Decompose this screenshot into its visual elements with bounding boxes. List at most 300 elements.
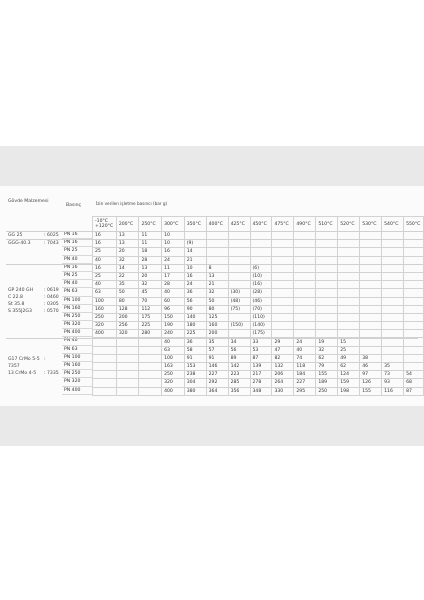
table-cell: 118 (294, 363, 316, 371)
table-cell: (175) (250, 330, 272, 338)
table-cell (116, 346, 139, 354)
pressure-class-cell: PN 160 (62, 305, 92, 313)
table-cell (404, 363, 424, 371)
table-cell (294, 322, 316, 330)
table-cell (316, 305, 338, 313)
table-cell: 19 (316, 338, 338, 346)
table-cell: (46) (250, 297, 272, 305)
table-cell: (110) (250, 313, 272, 321)
table-cell: (70) (250, 305, 272, 313)
table-cell: 13 (206, 272, 228, 280)
table-cell (338, 313, 360, 321)
table-cell: 160 (206, 322, 228, 330)
table-cell: 70 (139, 297, 162, 305)
table-cell (360, 346, 382, 354)
table-cell: 150 (162, 313, 185, 321)
table-cell (206, 248, 228, 256)
table-cell: 356 (228, 387, 250, 395)
table-cell (294, 313, 316, 321)
pressure-class-cell: PN 40 (62, 280, 92, 288)
table-cell: 146 (206, 363, 228, 371)
table-cell (228, 248, 250, 256)
table-cell: 400 (93, 330, 117, 338)
table-cell: 100 (93, 297, 117, 305)
temperature-header-cell: 510°C (316, 217, 338, 232)
table-cell: 24 (294, 338, 316, 346)
table-cell: 80 (206, 305, 228, 313)
table-cell: 13 (139, 264, 162, 272)
table-cell (116, 379, 139, 387)
table-row (93, 379, 424, 387)
table-cell (250, 248, 272, 256)
material-code: : (44, 356, 46, 362)
table-cell: 330 (272, 387, 294, 395)
table-cell: 35 (382, 363, 404, 371)
pressure-class-cell: PN 100 (62, 354, 92, 362)
table-cell: 17 (162, 272, 185, 280)
table-cell: (75) (228, 305, 250, 313)
table-cell: 40 (294, 346, 316, 354)
table-cell: 304 (184, 379, 206, 387)
table-cell: 89 (228, 354, 250, 362)
table-cell (116, 363, 139, 371)
table-cell: 11 (162, 264, 185, 272)
table-cell: 11 (139, 240, 162, 248)
material-name: G17 CrMo 5-5 (8, 356, 40, 362)
table-cell: 16 (93, 240, 117, 248)
table-cell (360, 289, 382, 297)
pressure-class-header: Basınç (66, 203, 82, 208)
table-cell: 198 (338, 387, 360, 395)
temperature-header-cell: 550°C (404, 217, 424, 232)
material-code: : 6025 (44, 232, 59, 238)
table-cell (272, 297, 294, 305)
table-row (93, 305, 424, 313)
table-cell: 320 (162, 379, 185, 387)
table-cell: 112 (139, 305, 162, 313)
table-cell (404, 281, 424, 289)
table-cell: (6) (250, 264, 272, 272)
table-row (93, 371, 424, 379)
material-header: Gövde Malzemesi (8, 199, 49, 204)
material-line (8, 356, 59, 363)
pressure-class-cell: PN 250 (62, 370, 92, 378)
table-cell (93, 387, 117, 395)
table-cell (93, 379, 117, 387)
table-row (93, 346, 424, 354)
group-divider (6, 338, 418, 339)
table-row (93, 387, 424, 395)
table-row (93, 248, 424, 256)
pressure-class-cell: PN 16 (62, 231, 92, 239)
table-cell: 200 (116, 313, 139, 321)
table-cell (316, 289, 338, 297)
temperature-header-cell: -10°C +120°C (93, 217, 117, 232)
material-code: : 0305 (44, 301, 59, 307)
material-line (8, 363, 59, 370)
table-cell: 90 (184, 305, 206, 313)
table-cell: 25 (93, 248, 117, 256)
table-cell: 40 (93, 256, 117, 264)
table-cell (382, 297, 404, 305)
table-cell (316, 272, 338, 280)
table-row (93, 289, 424, 297)
table-cell: 206 (272, 371, 294, 379)
material-code: : 0460 (44, 294, 59, 300)
table-row (93, 281, 424, 289)
table-cell (338, 272, 360, 280)
table-cell (404, 248, 424, 256)
table-cell (272, 240, 294, 248)
table-cell (139, 338, 162, 346)
table-cell: 21 (184, 256, 206, 264)
pressure-class-cell: PN 160 (62, 362, 92, 370)
table-cell: 250 (316, 387, 338, 395)
table-cell: 57 (206, 346, 228, 354)
table-cell (360, 248, 382, 256)
table-cell: 250 (93, 313, 117, 321)
table-cell (382, 272, 404, 280)
table-cell: 189 (316, 379, 338, 387)
table-cell: 63 (93, 289, 117, 297)
material-name: 13 CrMo 4-5 (8, 370, 37, 376)
table-cell: 18 (139, 248, 162, 256)
table-cell: 116 (382, 387, 404, 395)
table-cell: 40 (162, 289, 185, 297)
pressure-class-cell: PN 25 (62, 272, 92, 280)
table-cell: 54 (404, 371, 424, 379)
table-cell: 11 (139, 232, 162, 240)
material-group (8, 287, 59, 315)
table-cell (360, 338, 382, 346)
table-cell: 96 (162, 305, 185, 313)
table-cell (116, 371, 139, 379)
table-row (93, 240, 424, 248)
table-cell: 53 (250, 346, 272, 354)
table-cell: 184 (294, 371, 316, 379)
table-cell (404, 289, 424, 297)
table-cell: 240 (162, 330, 185, 338)
table-cell: 295 (294, 387, 316, 395)
table-cell (316, 248, 338, 256)
material-name: St 35.8 (8, 301, 25, 307)
table-cell (338, 281, 360, 289)
table-cell: 29 (272, 338, 294, 346)
table-cell: 50 (206, 297, 228, 305)
table-cell: 32 (139, 281, 162, 289)
temperature-header-cell: 475°C (272, 217, 294, 232)
table-cell (360, 313, 382, 321)
temperature-header-cell: 540°C (382, 217, 404, 232)
material-code: : 7043 (44, 240, 59, 246)
table-cell (360, 264, 382, 272)
table-cell: 250 (162, 371, 185, 379)
table-row (93, 272, 424, 280)
table-cell (294, 281, 316, 289)
table-cell: 400 (162, 387, 185, 395)
table-cell: 21 (206, 281, 228, 289)
pressure-class-cell: PN 100 (62, 297, 92, 305)
table-cell (93, 371, 117, 379)
table-cell: 8 (206, 264, 228, 272)
table-cell (316, 264, 338, 272)
pressure-class-cell: PN 40 (62, 256, 92, 264)
table-cell: 10 (162, 232, 185, 240)
table-cell (272, 305, 294, 313)
table-cell (404, 322, 424, 330)
material-line (8, 287, 59, 294)
table-cell: 74 (294, 354, 316, 362)
table-cell: 40 (93, 281, 117, 289)
table-cell (93, 354, 117, 362)
table-cell: (28) (250, 289, 272, 297)
table-cell: 73 (382, 371, 404, 379)
table-cell (338, 322, 360, 330)
table-cell (93, 338, 117, 346)
temperature-header-cell: 490°C (294, 217, 316, 232)
table-row (93, 297, 424, 305)
table-cell: 49 (338, 354, 360, 362)
table-cell: 142 (228, 363, 250, 371)
table-cell: (140) (250, 322, 272, 330)
table-cell: 280 (139, 330, 162, 338)
table-cell: 190 (162, 322, 185, 330)
material-name: S 355J2G3 (8, 308, 32, 314)
temperature-header-cell: 350°C (184, 217, 206, 232)
table-cell (116, 387, 139, 395)
table-cell (360, 240, 382, 248)
table-cell (272, 313, 294, 321)
table-cell: 62 (338, 363, 360, 371)
table-cell (316, 297, 338, 305)
table-cell: 227 (294, 379, 316, 387)
table-cell: 36 (184, 289, 206, 297)
table-cell: 22 (116, 272, 139, 280)
table-cell (294, 240, 316, 248)
table-cell: 35 (206, 338, 228, 346)
table-cell: 380 (184, 387, 206, 395)
table-cell (294, 297, 316, 305)
table-cell (382, 305, 404, 313)
table-cell: 13 (116, 240, 139, 248)
table-cell (228, 240, 250, 248)
pressure-class-cell: PN 63 (62, 346, 92, 354)
table-cell (272, 272, 294, 280)
temperature-header-cell: 450°C (250, 217, 272, 232)
table-cell: 227 (206, 371, 228, 379)
table-cell: 68 (404, 379, 424, 387)
pressure-note-header: İzin verilen işletme basıncı (bar g) (96, 201, 168, 206)
table-cell (139, 387, 162, 395)
table-cell (382, 289, 404, 297)
table-cell: 20 (139, 272, 162, 280)
table-cell (316, 240, 338, 248)
table-cell: 348 (250, 387, 272, 395)
table-cell: 15 (338, 338, 360, 346)
table-cell: 10 (184, 264, 206, 272)
table-cell: 91 (184, 354, 206, 362)
table-cell (338, 248, 360, 256)
table-cell: 238 (184, 371, 206, 379)
table-cell (382, 346, 404, 354)
table-cell: 24 (162, 256, 185, 264)
table-cell: 278 (250, 379, 272, 387)
table-cell: 256 (116, 322, 139, 330)
table-cell (338, 297, 360, 305)
material-code: : 7335 (44, 370, 59, 376)
table-cell: (150) (228, 322, 250, 330)
table-cell: 180 (184, 322, 206, 330)
table-row (93, 313, 424, 321)
table-cell: 38 (360, 354, 382, 362)
pressure-class-cell: PN 400 (62, 329, 92, 337)
material-line (8, 301, 59, 308)
table-cell (382, 281, 404, 289)
temperature-header-cell: 530°C (360, 217, 382, 232)
pressure-class-cell: PN 40 (62, 337, 92, 345)
table-cell: (16) (250, 281, 272, 289)
table-cell: (10) (250, 272, 272, 280)
table-cell: 50 (116, 289, 139, 297)
table-cell (382, 354, 404, 362)
table-cell: 16 (93, 264, 117, 272)
table-cell (338, 289, 360, 297)
table-cell: 155 (360, 387, 382, 395)
table-cell (139, 371, 162, 379)
table-cell (272, 322, 294, 330)
pressure-class-column (62, 231, 92, 395)
table-cell: 24 (184, 281, 206, 289)
table-cell: 35 (116, 281, 139, 289)
table-cell (360, 322, 382, 330)
table-cell: 285 (228, 379, 250, 387)
table-cell: 80 (116, 297, 139, 305)
table-cell: 14 (116, 264, 139, 272)
table-cell (382, 313, 404, 321)
group-divider (6, 231, 418, 232)
table-cell: 14 (184, 248, 206, 256)
table-cell (404, 313, 424, 321)
table-row (93, 322, 424, 330)
pressure-class-cell: PN 320 (62, 378, 92, 386)
table-cell: 40 (162, 338, 185, 346)
table-cell (294, 289, 316, 297)
table-cell (338, 264, 360, 272)
table-cell: 97 (360, 371, 382, 379)
table-cell: 163 (162, 363, 185, 371)
table-cell: 132 (272, 363, 294, 371)
table-cell: 20 (116, 248, 139, 256)
table-cell: 320 (93, 322, 117, 330)
table-cell (382, 240, 404, 248)
table-cell: 140 (184, 313, 206, 321)
pressure-class-cell: PN 320 (62, 321, 92, 329)
pressure-class-cell: PN 25 (62, 247, 92, 255)
table-cell: 93 (382, 379, 404, 387)
table-cell: 91 (206, 354, 228, 362)
table-cell (272, 248, 294, 256)
table-cell: 155 (316, 371, 338, 379)
table-cell: 10 (162, 240, 185, 248)
table-cell: 25 (93, 272, 117, 280)
table-cell: 32 (206, 289, 228, 297)
table-cell: 139 (250, 363, 272, 371)
table-cell (338, 240, 360, 248)
table-cell: 320 (116, 330, 139, 338)
table-cell: 82 (272, 354, 294, 362)
temperature-header-cell: 520°C (338, 217, 360, 232)
table-cell: 34 (228, 338, 250, 346)
table-cell (139, 346, 162, 354)
table-cell (360, 281, 382, 289)
table-cell: 223 (228, 371, 250, 379)
table-cell: (48) (228, 297, 250, 305)
table-cell (206, 240, 228, 248)
table-cell (382, 248, 404, 256)
table-cell: 264 (272, 379, 294, 387)
table-cell: 25 (338, 346, 360, 354)
table-cell: 175 (139, 313, 162, 321)
table-cell (360, 272, 382, 280)
material-line (8, 308, 59, 315)
table-row (93, 363, 424, 371)
pressure-class-cell: PN 16 (62, 264, 92, 272)
pressure-class-cell: PN 250 (62, 313, 92, 321)
table-cell (404, 272, 424, 280)
pressure-class-cell: PN 16 (62, 239, 92, 247)
material-name: C 22.8 (8, 294, 23, 300)
table-cell: 125 (206, 313, 228, 321)
temperature-header-cell: 250°C (139, 217, 162, 232)
table-cell (382, 264, 404, 272)
material-name: GP 240 GH (8, 287, 34, 293)
table-cell: 128 (116, 305, 139, 313)
table-cell: 56 (228, 346, 250, 354)
material-line (8, 240, 59, 247)
table-cell: 36 (184, 338, 206, 346)
table-cell (228, 281, 250, 289)
table-cell: 60 (162, 297, 185, 305)
table-cell: 217 (250, 371, 272, 379)
table-cell: 225 (139, 322, 162, 330)
table-cell (316, 281, 338, 289)
table-cell (316, 322, 338, 330)
table-cell: 200 (206, 330, 228, 338)
table-cell: 364 (206, 387, 228, 395)
table-cell (250, 240, 272, 248)
material-line (8, 294, 59, 301)
table-cell: 28 (139, 256, 162, 264)
group-divider (6, 239, 418, 240)
pressure-class-cell: PN 400 (62, 387, 92, 395)
table-cell: 124 (338, 371, 360, 379)
pressure-temperature-table (92, 216, 424, 396)
table-cell (116, 354, 139, 362)
table-cell (139, 379, 162, 387)
pressure-class-cell: PN 63 (62, 288, 92, 296)
table-cell: 87 (404, 387, 424, 395)
table-cell (360, 305, 382, 313)
material-group (8, 240, 59, 247)
table-cell: 159 (338, 379, 360, 387)
table-cell: 32 (116, 256, 139, 264)
table-cell: 62 (316, 354, 338, 362)
table-cell: 160 (93, 305, 117, 313)
table-cell (228, 264, 250, 272)
table-cell (116, 338, 139, 346)
table-row (93, 338, 424, 346)
table-cell: 79 (316, 363, 338, 371)
